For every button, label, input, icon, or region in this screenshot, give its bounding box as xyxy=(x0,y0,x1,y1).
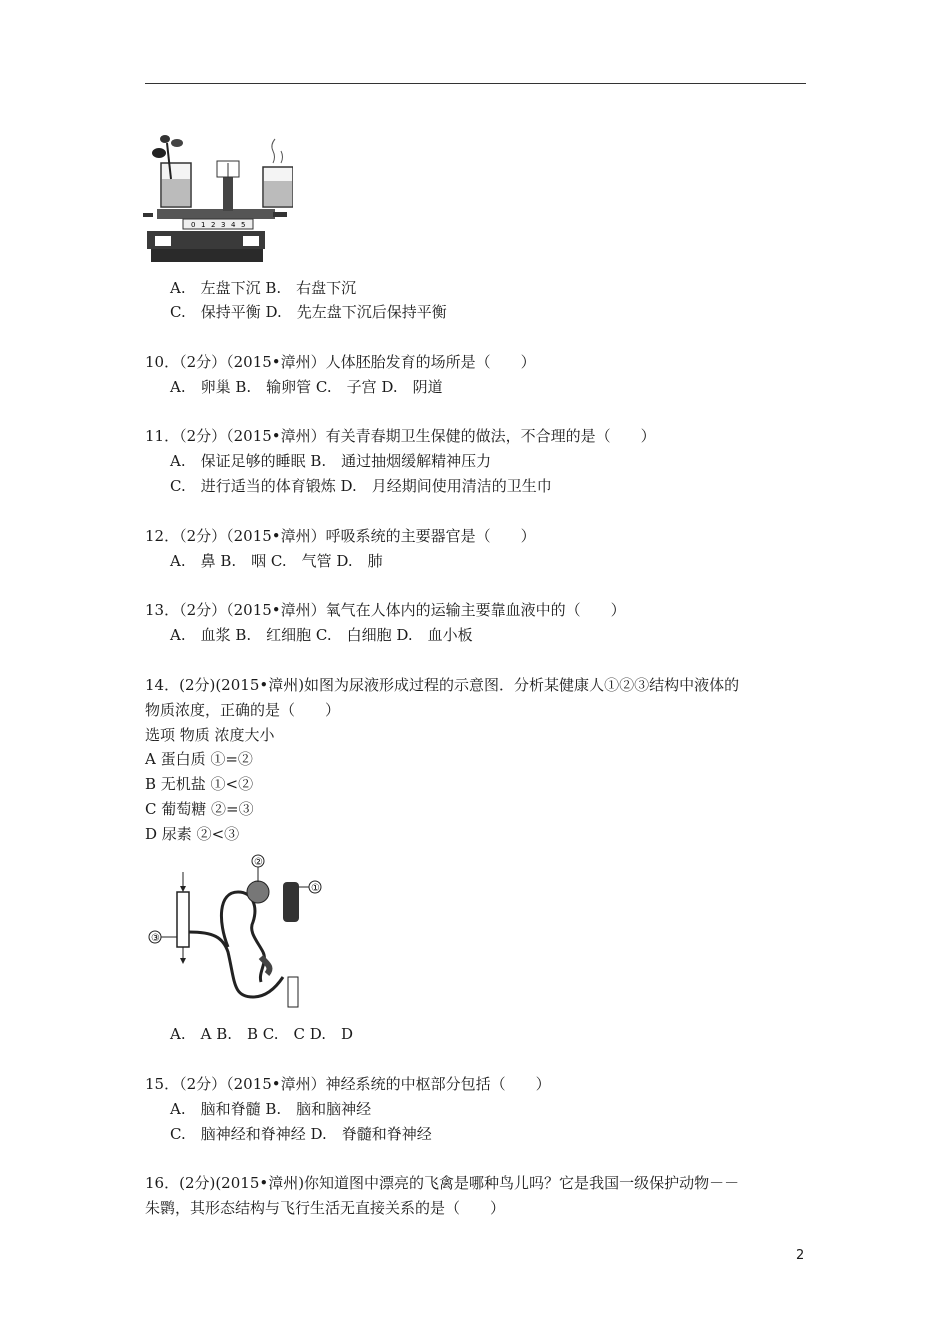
nephron-diagram xyxy=(143,852,328,1017)
q15-options-line2: C. 脑神经和脊神经 D. 脊髓和脊神经 xyxy=(170,1125,432,1143)
page-number: 2 xyxy=(796,1248,805,1263)
q16-stem-line2: 朱鹮，其形态结构与飞行生活无直接关系的是（ ） xyxy=(145,1199,506,1217)
q9-options-line2: C. 保持平衡 D. 先左盘下沉后保持平衡 xyxy=(170,303,447,321)
q11-stem: 11．（2分）（2015•漳州）有关青春期卫生保健的做法，不合理的是（ ） xyxy=(145,427,656,445)
q14-stem-line2: 物质浓度，正确的是（ ） xyxy=(145,701,341,719)
q14-row-d: D 尿素 ②<③ xyxy=(145,825,240,843)
q15-options-line1: A. 脑和脊髓 B. 脑和脑神经 xyxy=(170,1100,372,1118)
q13-options: A. 血浆 B. 红细胞 C. 白细胞 D. 血小板 xyxy=(170,626,473,644)
scale-mark: 5 xyxy=(241,221,246,229)
q14-row-a: A 蛋白质 ①=② xyxy=(145,750,253,768)
label-1: ① xyxy=(311,883,320,894)
q11-options-line1: A. 保证足够的睡眠 B. 通过抽烟缓解精神压力 xyxy=(170,452,492,470)
q14-stem-line1: 14．(2分)(2015•漳州)如图为尿液形成过程的示意图．分析某健康人①②③结构中液体的 xyxy=(145,676,740,694)
q12-options: A. 鼻 B. 咽 C. 气管 D. 肺 xyxy=(170,552,383,570)
q10-stem: 10．（2分）（2015•漳州）人体胚胎发育的场所是（ ） xyxy=(145,353,536,371)
q14-row-b: B 无机盐 ①<② xyxy=(145,775,254,793)
label-3: ③ xyxy=(151,933,160,944)
label-2: ② xyxy=(254,857,263,868)
q15-stem: 15．（2分）（2015•漳州）神经系统的中枢部分包括（ ） xyxy=(145,1075,551,1093)
balance-scale-figure xyxy=(143,133,293,268)
q10-options: A. 卵巢 B. 输卵管 C. 子宫 D. 阴道 xyxy=(170,378,443,396)
q14-table-header: 选项 物质 浓度大小 xyxy=(145,726,275,744)
q14-options: A. A B. B C. C D. D xyxy=(170,1025,354,1043)
scale-mark: 2 xyxy=(211,221,216,229)
q14-row-c: C 葡萄糖 ②=③ xyxy=(145,800,254,818)
q9-options-line1: A. 左盘下沉 B. 右盘下沉 xyxy=(170,279,357,297)
q16-stem-line1: 16．(2分)(2015•漳州)你知道图中漂亮的飞禽是哪种鸟儿吗？它是我国一级保护动物－－ xyxy=(145,1174,740,1192)
q11-options-line2: C. 进行适当的体育锻炼 D. 月经期间使用清洁的卫生巾 xyxy=(170,477,552,495)
scale-mark: 3 xyxy=(221,221,226,229)
q12-stem: 12．（2分）（2015•漳州）呼吸系统的主要器官是（ ） xyxy=(145,527,536,545)
scale-mark: 4 xyxy=(231,221,236,229)
scale-mark: 0 xyxy=(191,221,196,229)
scale-mark: 1 xyxy=(201,221,206,229)
q13-stem: 13．（2分）（2015•漳州）氧气在人体内的运输主要靠血液中的（ ） xyxy=(145,601,626,619)
header-rule xyxy=(145,83,806,84)
